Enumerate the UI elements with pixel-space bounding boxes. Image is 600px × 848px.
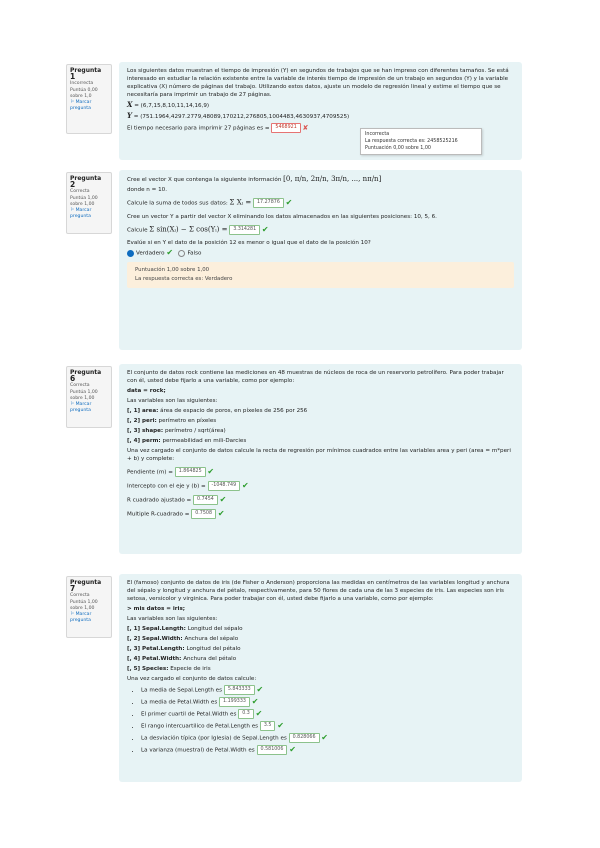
feedback-text: La respuesta correcta es: Verdadero [135, 275, 233, 282]
question-text: Cree el vector X que contenga la siguiente información [0, π/n, 2π/n, 3π/n, ..., nπ/n] [127, 175, 382, 183]
question-6-content [119, 364, 522, 554]
code-line: data = rock; [127, 388, 166, 394]
answer-input[interactable]: 0.828066 [289, 733, 320, 743]
question-7-info [66, 576, 112, 638]
y-vector: Y = (751.1964,4297.2779,48089,170212,276805,1004483,4630937,4709525) [127, 111, 350, 120]
answer-input[interactable]: 3.5 [260, 721, 276, 731]
answer-input[interactable]: 0.7508 [191, 509, 216, 519]
answer-input[interactable]: 5.843333 [224, 685, 255, 695]
tf-options: Verdadero ✔ Falso [127, 249, 514, 258]
variables-list [127, 625, 514, 673]
correct-icon: ✔ [219, 495, 227, 504]
answer-row: El tiempo necesario para imprimir 27 páginas es = 5468921 ✘ [127, 124, 309, 132]
tf-question: Evalúe si en Y el dato de la posición 12 es menor o igual que el dato de la posición 10? [127, 240, 371, 246]
answer-input[interactable]: 5468921 [271, 123, 300, 133]
question-1-info [66, 64, 112, 134]
answer-input[interactable]: 1.199333 [219, 697, 250, 707]
answer-input[interactable]: 1.864825 [175, 467, 206, 477]
answer-input[interactable]: 0.3 [238, 709, 254, 719]
question-text: Los siguientes datos muestran el tiempo de impresión (Y) en segundos de trabajos que se han impreso con diferentes tamaños. Se está interesado en estudiar la relación existente entre la variable de interés tiempo de impresión de un trabajo en segundos (Y) y la variable explicativa (X) número de páginas del trabajo. Utilizando estos datos, ajuste un modelo de regresión lineal y estime el tiempo que se necesitaría para imprimir un trabajo de 27 páginas. [127, 68, 509, 98]
sum-answer-input[interactable]: 17.27876 [253, 198, 284, 208]
flag-question-link[interactable]: ⚐ Marcar pregunta [70, 612, 92, 624]
variable-item: [, 3] Petal.Length: Longitud del pétalo [127, 646, 241, 652]
radio-false[interactable] [178, 250, 185, 257]
answer-item: • La media de Sepal.Length es 5.843333 ✔ [141, 685, 514, 695]
feedback-score: Puntuación 1,00 sobre 1,00 [135, 266, 210, 273]
correct-icon: ✔ [285, 198, 293, 207]
question-6-info [66, 366, 112, 428]
question-2-info [66, 172, 112, 234]
question-score: Puntúa 1,00 sobre 1,00 [70, 389, 98, 401]
flag-question-link[interactable]: ⚐ Marcar pregunta [70, 402, 92, 414]
variable-item: [, 2] peri: perímetro en píxeles [127, 418, 217, 424]
task-text: Una vez cargado el conjunto de datos calcule: [127, 676, 257, 682]
variable-item: [, 1] Sepal.Length: Longitud del sépalo [127, 626, 243, 632]
flag-question-link[interactable]: ⚐ Marcar pregunta [70, 100, 92, 112]
answer-row: Multiple R-cuadrado = 0.7508 ✔ [127, 509, 225, 518]
radio-true[interactable] [127, 250, 134, 257]
answer-items [127, 685, 514, 755]
flag-question-link[interactable]: ⚐ Marcar pregunta [70, 208, 92, 220]
calc-row: Calcule Σ sin(Xᵢ) − Σ cos(Yᵢ) = 3.314281 ✔ [127, 225, 269, 234]
question-number: Pregunta 7 [70, 579, 102, 594]
variables-list [127, 407, 514, 445]
feedback-box [127, 262, 514, 288]
feedback-tooltip: Incorrecta La respuesta correcta es: 2458525216 Puntuación 0,00 sobre 1,00 [360, 128, 482, 155]
correct-icon: ✔ [256, 685, 264, 694]
correct-icon: ✔ [277, 721, 284, 730]
question-number: Pregunta 6 [70, 369, 102, 384]
answer-input[interactable]: 0.7454 [193, 495, 218, 505]
vector-text: Cree un vector Y a partir del vector X eliminando los datos almacenados en las siguientes posiciones: 10, 5, 6. [127, 214, 437, 220]
answer-item: • La desviación típica (por Iglesia) de Sepal.Length es 0.828066 ✔ [141, 733, 514, 743]
question-7-content [119, 574, 522, 782]
code-line: > mis datos = iris; [127, 606, 186, 612]
correct-icon: ✔ [255, 709, 263, 718]
answer-row: Pendiente (m) = 1.864825 ✔ [127, 467, 215, 476]
variable-item: [, 5] Species: Especie de iris [127, 666, 211, 672]
correct-icon: ✔ [289, 745, 296, 754]
question-number: Pregunta 2 [70, 175, 102, 190]
calc-answer-input[interactable]: 3.314281 [229, 225, 260, 235]
answer-row: R cuadrado ajustado = 0.7454 ✔ [127, 495, 227, 504]
answer-row: Intercepto con el eje y (b) = -1048.749 ✔ [127, 481, 249, 490]
answer-item: • El rango intercuartilico de Petal.Length es 3.5 ✔ [141, 721, 514, 731]
question-state: Correcta [70, 593, 90, 599]
question-text: El (famoso) conjunto de datos de iris (de Fisher o Anderson) proporciona las medidas en centímetros de las variables longitud y anchura del sépalo y longitud y anchura del pétalo, respectivamente, para 50 flores de cada una de las 3 especies de iris. Las especies son iris setosa, versicolor y virginica. Para poder trabajar con él, usted debe fijarlo a una variable, como por ejemplo: [127, 580, 510, 602]
sum-row: Calcule la suma de todos sus datos: Σ Xᵢ = 17.27876 ✔ [127, 198, 293, 207]
incorrect-icon: ✘ [302, 124, 309, 132]
variable-item: [, 1] area: área de espacio de poros, en píxeles de 256 por 256 [127, 408, 308, 414]
vars-title: Las variables son las siguientes: [127, 398, 218, 404]
question-state: Correcta [70, 189, 90, 195]
variable-item: [, 4] perm: permeabilidad en mili-Darcies [127, 438, 247, 444]
variable-item: [, 4] Petal.Width: Anchura del pétalo [127, 656, 237, 662]
correct-icon: ✔ [207, 467, 215, 476]
correct-icon: ✔ [166, 248, 174, 257]
question-score: Puntúa 0,00 sobre 1,0 [70, 87, 98, 99]
answer-fields [127, 467, 514, 519]
correct-icon: ✔ [321, 733, 328, 742]
question-state: Incorrecta [70, 81, 94, 87]
question-score: Puntúa 1,00 sobre 1,00 [70, 195, 98, 207]
question-score: Puntúa 1,00 sobre 1,00 [70, 599, 98, 611]
correct-icon: ✔ [251, 697, 259, 706]
question-text: El conjunto de datos rock contiene las mediciones en 48 muestras de núcleos de roca de un reservorio petrolífero. Para poder trabajar con él, usted debe fijarlo a una variable, como por ejemplo: [127, 370, 504, 384]
variable-item: [, 3] shape: perímetro / sqrt(área) [127, 428, 226, 434]
x-vector: X = (6,7,15,8,10,11,14,16,9) [127, 100, 210, 109]
correct-icon: ✔ [217, 509, 225, 518]
answer-item: • La varianza (muestral) de Petal.Width es 0.581006 ✔ [141, 745, 514, 755]
where-text: donde n = 10. [127, 187, 167, 193]
question-number: Pregunta 1 [70, 67, 102, 82]
answer-item: • El primer cuartil de Petal.Width es 0.3 ✔ [141, 709, 514, 719]
variable-item: [, 2] Sepal.Width: Anchura del sépalo [127, 636, 239, 642]
question-state: Correcta [70, 383, 90, 389]
correct-icon: ✔ [241, 481, 249, 490]
answer-item: • La media de Petal.Width es 1.199333 ✔ [141, 697, 514, 707]
answer-input[interactable]: 0.581006 [257, 745, 288, 755]
answer-input[interactable]: -1048.749 [208, 481, 241, 491]
task-text: Una vez cargado el conjunto de datos calcule la recta de regresión por mínimos cuadrados entre las variables area y peri (area = m*peri + b) y complete: [127, 448, 511, 462]
vars-title: Las variables son las siguientes: [127, 616, 218, 622]
question-2-content [119, 170, 522, 350]
correct-icon: ✔ [261, 225, 269, 234]
